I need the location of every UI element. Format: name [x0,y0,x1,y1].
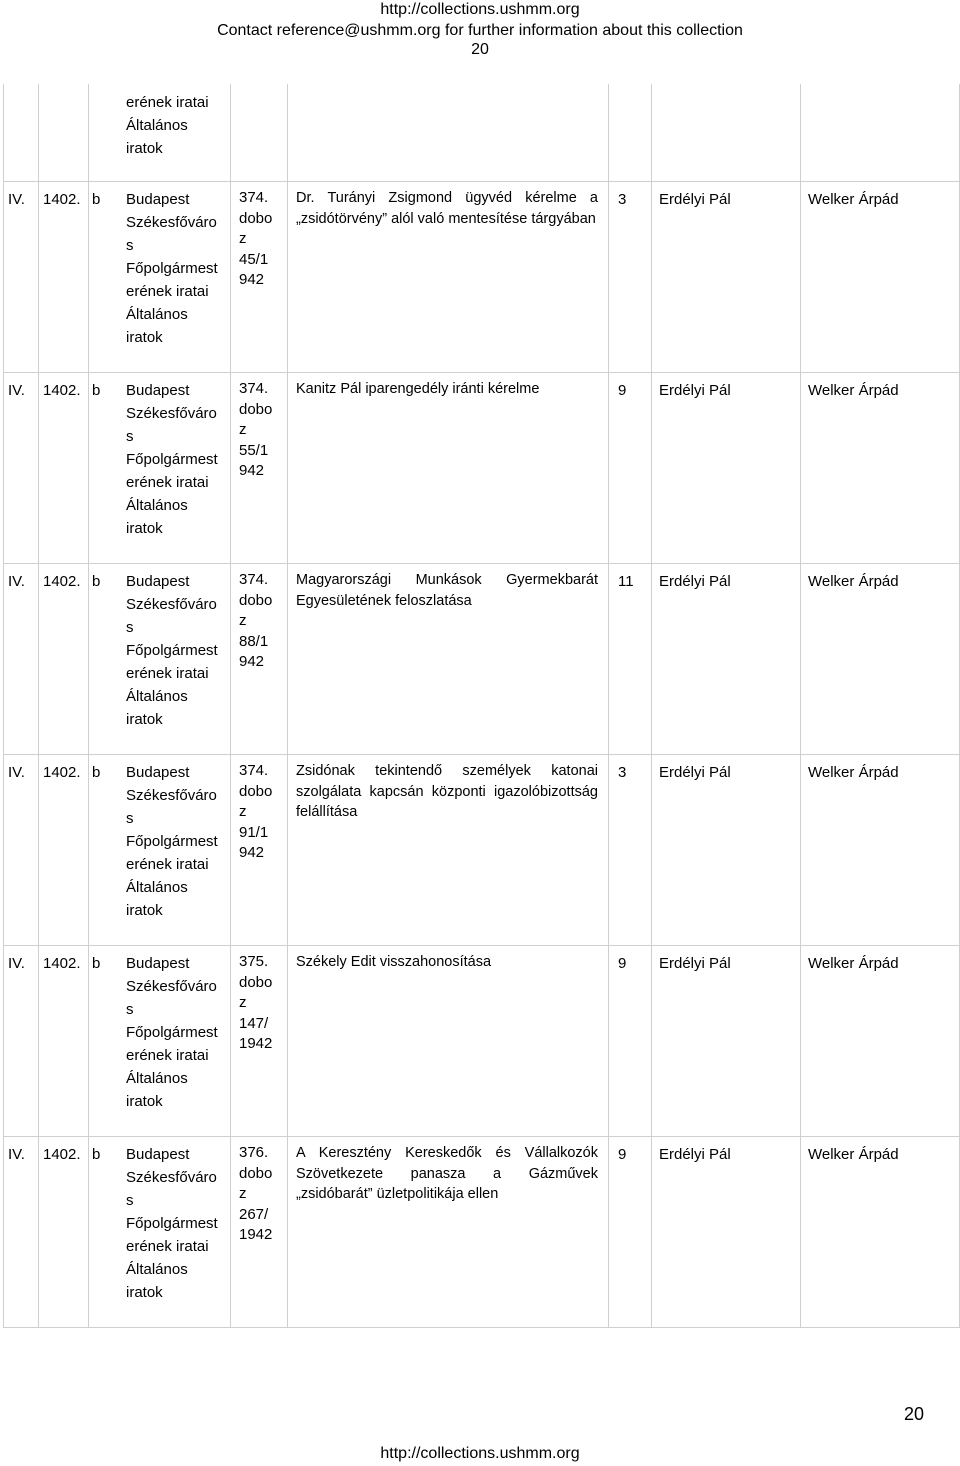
type-cell: b [92,1146,101,1163]
processor-cell: Erdélyi Pál [659,1146,731,1163]
pages-cell: 3 [618,764,627,781]
fond-cell: 1402. [43,191,81,208]
archive-cell: IV. [8,764,25,781]
controller-cell: Welker Árpád [808,382,899,399]
table-row [3,945,960,1136]
org-cell: Budapest Székesfőváro s Főpolgármest erének iratai Általános iratok [126,1146,218,1301]
archive-cell: IV. [8,955,25,972]
box-cell: 374. dobo z 88/1 942 [239,571,273,670]
controller-cell: Welker Árpád [808,955,899,972]
pages-cell: 9 [618,955,627,972]
type-cell: b [92,764,101,781]
box-cell: 375. dobo z 147/ 1942 [239,953,273,1052]
archive-cell: IV. [8,382,25,399]
table-row [3,181,960,372]
org-cell: Budapest Székesfőváro s Főpolgármest erének iratai Általános iratok [126,764,218,919]
header-page-number: 20 [471,41,489,58]
processor-cell: Erdélyi Pál [659,382,731,399]
box-cell: 374. dobo z 91/1 942 [239,762,273,861]
controller-cell: Welker Árpád [808,573,899,590]
title-cell: Zsidónak tekintendő személyek katonai szolgálata kapcsán központi igazolóbizottság felállítása [296,763,598,820]
controller-cell: Welker Árpád [808,191,899,208]
title-cell: Kanitz Pál iparengedély iránti kérelme [296,381,540,397]
type-cell: b [92,191,101,208]
processor-cell: Erdélyi Pál [659,191,731,208]
table-row [3,1136,960,1327]
controller-cell: Welker Árpád [808,764,899,781]
processor-cell: Erdélyi Pál [659,764,731,781]
fond-cell: 1402. [43,573,81,590]
footer-page-number: 20 [903,1404,924,1424]
controller-cell: Welker Árpád [808,1146,899,1163]
title-cell: Dr. Turányi Zsigmond ügyvéd kérelme a „zsidótörvény” alól való mentesítése tárgyában [296,190,598,227]
processor-cell: Erdélyi Pál [659,573,731,590]
table-row-fragment [3,84,960,181]
table-row [3,372,960,563]
box-cell: 374. dobo z 55/1 942 [239,380,273,479]
org-cell: Budapest Székesfőváro s Főpolgármest erének iratai Általános iratok [126,191,218,346]
fond-cell: 1402. [43,764,81,781]
org-cell: Budapest Székesfőváro s Főpolgármest erének iratai Általános iratok [126,955,218,1110]
archive-cell: IV. [8,191,25,208]
org-cell: Budapest Székesfőváro s Főpolgármest erének iratai Általános iratok [126,382,218,537]
footer-url: http://collections.ushmm.org [380,1445,580,1462]
title-cell: Székely Edit visszahonosítása [296,954,492,970]
header-url: http://collections.ushmm.org [380,1,580,18]
records-table [3,84,960,1328]
type-cell: b [92,382,101,399]
title-cell: Magyarországi Munkások Gyermekbarát Egyesületének feloszlatása [296,572,598,609]
box-cell: 376. dobo z 267/ 1942 [239,1144,273,1243]
pages-cell: 11 [618,573,634,590]
box-cell: 374. dobo z 45/1 942 [239,189,273,288]
fond-cell: 1402. [43,382,81,399]
fond-cell: 1402. [43,1146,81,1163]
type-cell: b [92,955,101,972]
fond-cell: 1402. [43,955,81,972]
table-row [3,563,960,754]
pages-cell: 9 [618,382,627,399]
org-cell: erének iratai Általános iratok [126,94,209,157]
pages-cell: 9 [618,1146,627,1163]
archive-cell: IV. [8,573,25,590]
processor-cell: Erdélyi Pál [659,955,731,972]
pages-cell: 3 [618,191,627,208]
archive-cell: IV. [8,1146,25,1163]
table-row [3,754,960,945]
header-contact: Contact reference@ushmm.org for further information about this collection [217,22,743,39]
title-cell: A Keresztény Kereskedők és Vállalkozók Szövetkezete panasza a Gázművek „zsidóbarát” üzletpolitikája ellen [296,1145,598,1202]
type-cell: b [92,573,101,590]
org-cell: Budapest Székesfőváro s Főpolgármest erének iratai Általános iratok [126,573,218,728]
